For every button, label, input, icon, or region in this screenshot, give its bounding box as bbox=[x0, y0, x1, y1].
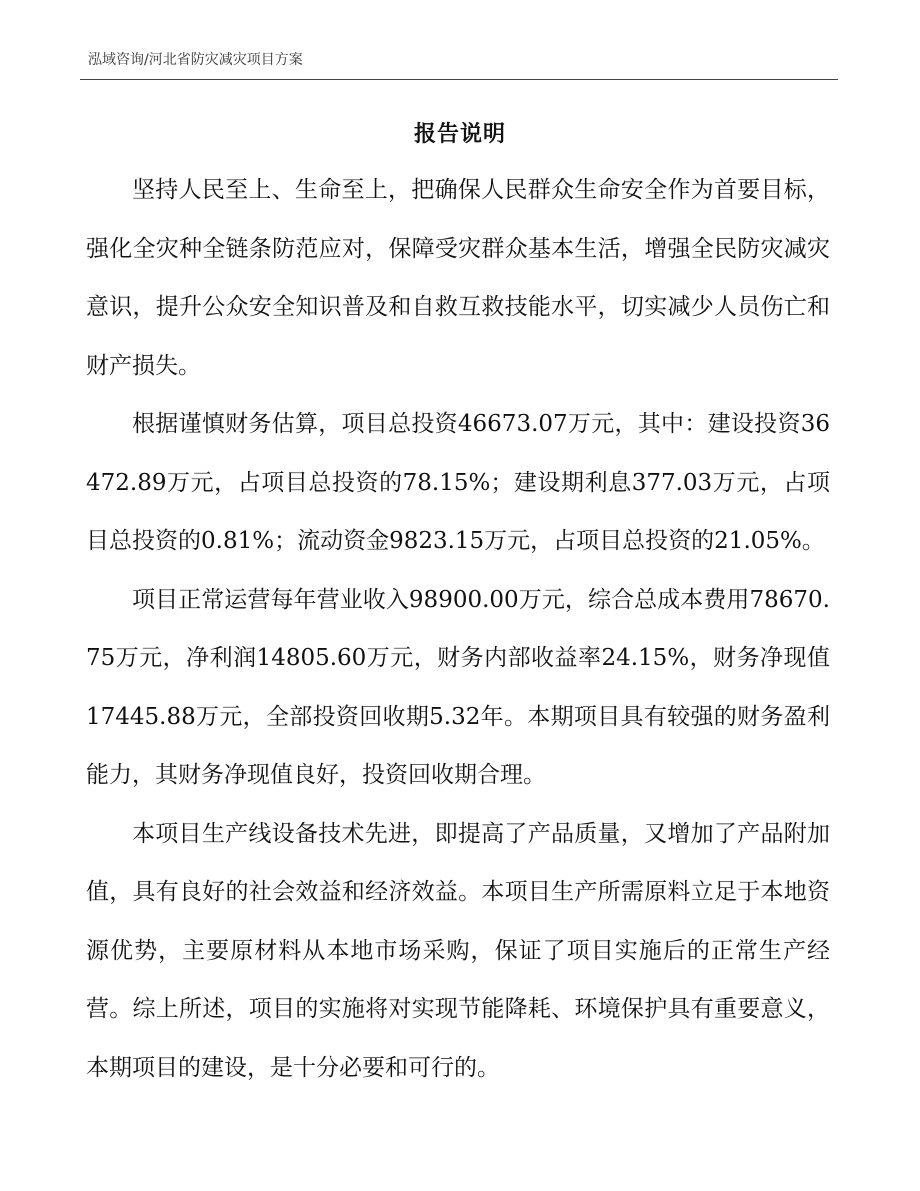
paragraph-financials: 项目正常运营每年营业收入98900.00万元，综合总成本费用78670.75万元，净利润14805.60万元，财务内部收益率24.15%，财务净现值17445.88万元，全部投资回收期5.32年。本期项目具有较强的财务盈利能力，其财务净现值良好，投资回收期合理。 bbox=[86, 586, 830, 788]
page-title: 报告说明 bbox=[413, 122, 506, 147]
report-body bbox=[86, 161, 830, 1097]
paragraph-mission: 坚持人民至上、生命至上，把确保人民群众生命安全作为首要目标，强化全灾种全链条防范应对，保障受灾群众基本生活，增强全民防灾减灾意识，提升公众安全知识普及和自救互救技能水平，切实减少人员伤亡和财产损失。 bbox=[86, 177, 830, 379]
header-divider bbox=[80, 79, 838, 80]
paragraph-conclusion: 本项目生产线设备技术先进，即提高了产品质量，又增加了产品附加值，具有良好的社会效益和经济效益。本项目生产所需原料立足于本地资源优势，主要原材料从本地市场采购，保证了项目实施后的正常生产经营。综上所述，项目的实施将对实现节能降耗、环境保护具有重要意义，本期项目的建设，是十分必要和可行的。 bbox=[86, 820, 830, 1081]
running-header: 泓域咨询/河北省防灾减灾项目方案 bbox=[88, 52, 303, 68]
paragraph-investment: 根据谨慎财务估算，项目总投资46673.07万元，其中：建设投资36472.89万元，占项目总投资的78.15%；建设期利息377.03万元，占项目总投资的0.81%；流动资金9823.15万元，占项目总投资的21.05%。 bbox=[86, 411, 830, 554]
